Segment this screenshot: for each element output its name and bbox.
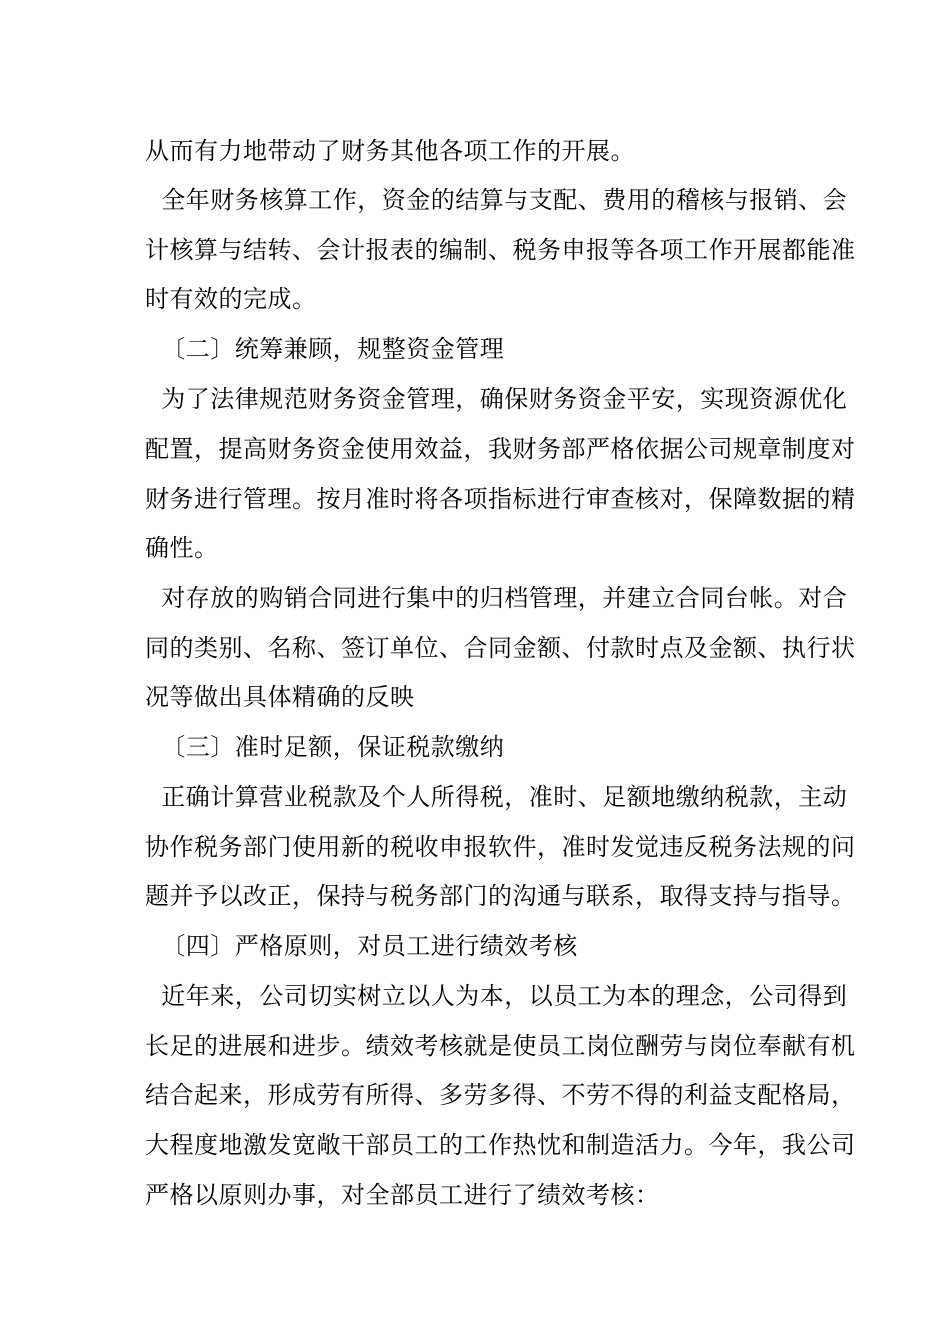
section-heading: 〔二〕统筹兼顾，规整资金管理 xyxy=(145,335,505,363)
text-line: 从而有力地带动了财务其他各项工作的开展。 xyxy=(145,137,635,165)
text-line: 结合起来，形成劳有所得、多劳多得、不劳不得的利益支配格局， xyxy=(145,1081,856,1109)
text-line: 对存放的购销合同进行集中的归档管理，并建立合同台帐。对合 xyxy=(145,584,848,612)
text-line: 确性。 xyxy=(145,534,219,562)
section-heading: 〔三〕准时足额，保证税款缴纳 xyxy=(145,733,505,761)
text-line: 计核算与结转、会计报表的编制、税务申报等各项工作开展都能准 xyxy=(145,236,856,264)
section-heading: 〔四〕严格原则，对员工进行绩效考核 xyxy=(145,932,578,960)
text-line: 正确计算营业税款及个人所得税，准时、足额地缴纳税款，主动 xyxy=(145,783,848,811)
text-line: 财务进行管理。按月准时将各项指标进行审查核对，保障数据的精 xyxy=(145,485,856,513)
text-line: 大程度地激发宽敞干部员工的工作热忱和制造活力。今年，我公司 xyxy=(145,1131,856,1159)
text-line: 为了法律规范财务资金管理，确保财务资金平安，实现资源优化 xyxy=(145,385,848,413)
text-line: 严格以原则办事，对全部员工进行了绩效考核： xyxy=(145,1181,660,1209)
text-line: 况等做出具体精确的反映 xyxy=(145,683,415,711)
text-line: 近年来，公司切实树立以人为本，以员工为本的理念，公司得到 xyxy=(145,982,848,1010)
text-line: 协作税务部门使用新的税收申报软件，准时发觉违反税务法规的问 xyxy=(145,833,856,861)
text-line: 同的类别、名称、签订单位、合同金额、付款时点及金额、执行状 xyxy=(145,634,856,662)
text-line: 长足的进展和进步。绩效考核就是使员工岗位酬劳与岗位奉献有机 xyxy=(145,1032,856,1060)
text-line: 全年财务核算工作，资金的结算与支配、费用的稽核与报销、会 xyxy=(145,186,848,214)
text-line: 时有效的完成。 xyxy=(145,285,317,313)
text-line: 配置，提高财务资金使用效益，我财务部严格依据公司规章制度对 xyxy=(145,435,856,463)
text-line: 题并予以改正，保持与税务部门的沟通与联系，取得支持与指导。 xyxy=(145,882,856,910)
